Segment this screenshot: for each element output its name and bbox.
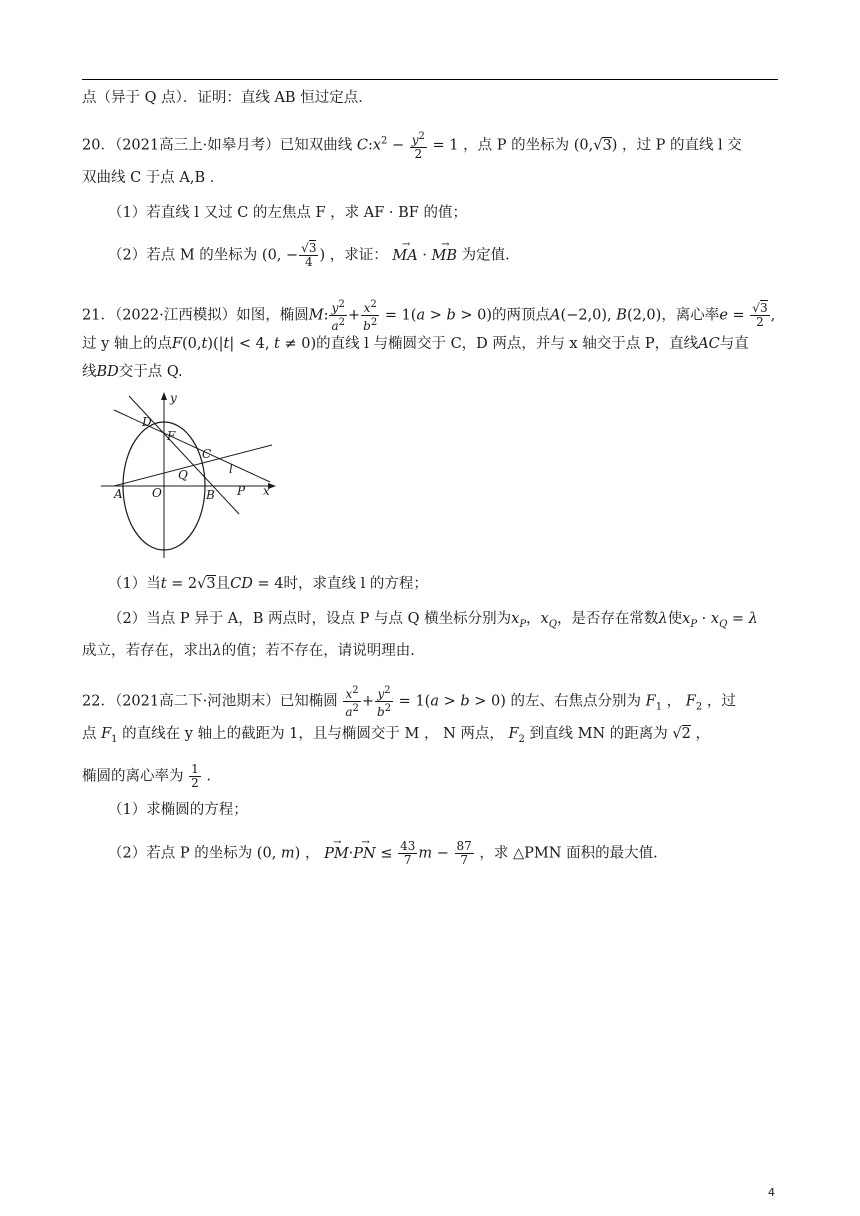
problem-21-q2-line-1: （2）当点 P 异于 A，B 两点时，设点 P 与点 Q 横坐标分别为$x_P$，$x_Q$，是否存在常数λ使$x_P \cdot x_Q = \lambda$ [108,611,758,630]
problem-20-line-1: 20．（2021高三上·如皋月考）已知双曲线 $C:x^2$ − $\frac{y^2}{2}$ = 1 ，点 P 的坐标为 (0,√3) ，过 P 的直线 l 交 [82,131,742,161]
problem-22-source: （2021高二下·河池期末） [114,693,280,710]
label-c: C [202,447,212,461]
problem-22-q2: （2）若点 P 的坐标为 (0, m) ， → PM·→ PN ≤ $\frac{43}{7}$ m − $\frac{87}{7}$ ，求 △PMN 面积的最大值. [108,840,808,867]
label-y: y [170,391,177,405]
problem-20-source: （2021高三上·如皋月考） [114,137,280,154]
problem-22-q1: （1）求椭圆的方程； [108,802,248,818]
label-q: Q [178,468,188,482]
problem-21-line-3: 线BD交于点 Q. [82,364,183,380]
problem-21-q1: （1）当t = 2√3且CD = 4时，求直线 l 的方程； [108,576,428,592]
ellipse-figure [96,388,286,560]
label-b: B [206,488,215,502]
line-l [114,410,270,482]
label-l: l [229,462,233,476]
label-d: D [142,415,152,429]
label-o: O [152,486,162,500]
problem-22-line-1: 22．（2021高二下·河池期末）已知椭圆 $\frac{x^2}{a^2}$ + $\frac{y^2}{b^2}$ = 1(a > b > 0) 的左、右焦点分别为 $F_1$ ， $F_2$ ，过 [82,685,736,719]
problem-22-line-2: 点 $F_1$ 的直线在 y 轴上的截距为 1，且与椭圆交于 M ， N 两点， $F_2$ 到直线 MN 的距离为 √2 ， [82,726,710,745]
line-bd [129,396,239,514]
problem-20-q1: （1）若直线 l 又过 C 的左焦点 F ，求 AF · BF 的值； [108,205,467,221]
label-x: x [263,484,270,498]
problem-21-source: （2022·江西模拟） [114,307,237,324]
header-rule [82,79,778,80]
line-ac [114,445,272,486]
problem-21-line-1: 21．（2022·江西模拟）如图，椭圆M: $\frac{y^2}{a^2}$ + $\frac{x^2}{b^2}$ = 1(a > b > 0)的两顶点A(−2,0), B(2,0)，离心率e = $\frac{√3}{2}$ , [82,299,776,333]
problem-22-line-3: 椭圆的离心率为 $\frac{1}{2}$ . [82,762,211,790]
problem-20-line-2: 双曲线 C 于点 A,B ． [82,170,225,186]
label-f: F [167,429,176,443]
problem-20-q2: （2）若点 M 的坐标为 (0, − $\frac{√3}{4}$ ) ，求证： → MA · → MB 为定值. [108,242,808,269]
label-p: P [237,484,246,498]
page-number: 4 [768,1186,775,1199]
problem-21-q2-line-2: 成立，若存在，求出λ的值；若不存在，请说明理由. [82,643,415,659]
continuation-line: 点（异于 Q 点）．证明：直线 AB 恒过定点． [82,90,373,106]
problem-21-line-2: 过 y 轴上的点F(0,t)(|t| < 4, t ≠ 0)的直线 l 与椭圆交于 C，D 两点，并与 x 轴交于点 P，直线AC与直 [82,336,749,352]
y-axis-arrow [161,392,167,400]
label-a: A [114,487,123,501]
